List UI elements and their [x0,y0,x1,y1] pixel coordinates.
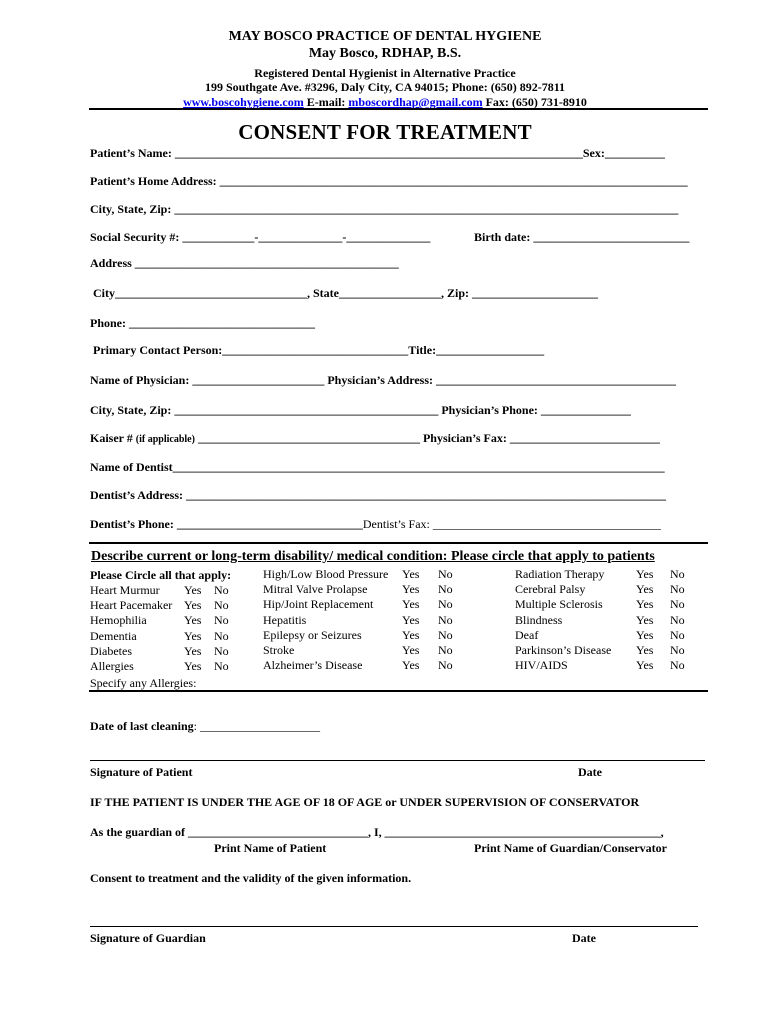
condition-row [90,629,238,644]
condition-name: Diabetes [90,643,132,658]
condition-name: Hip/Joint Replacement [263,597,374,612]
last-cleaning-line: : ____________________ [193,719,320,733]
condition-yes-option[interactable]: Yes [402,643,420,658]
condition-row [515,613,694,628]
practice-address: 199 Southgate Ave. #3296, Daly City, CA 94015; Phone: (650) 892-7811 [204,80,566,94]
condition-no-option[interactable]: No [670,658,685,673]
condition-yes-option[interactable]: Yes [184,583,202,598]
ssn-field[interactable]: Social Security #: ____________-______________-______________ [90,230,431,244]
condition-name: Hemophilia [90,613,147,628]
condition-name: Allergies [90,659,134,674]
condition-no-option[interactable]: No [438,597,453,612]
circle-instruction: Please Circle all that apply: [90,568,232,582]
condition-yes-option[interactable]: Yes [636,582,654,597]
phone-field[interactable]: Phone: _______________________________ [90,316,315,330]
condition-yes-option[interactable]: Yes [636,643,654,658]
condition-name: Epilepsy or Seizures [263,627,362,642]
condition-row [90,598,238,613]
section-bottom-border [89,690,708,692]
guardian-line[interactable]: As the guardian of ______________________________, I, ______________________________________________, [90,825,664,839]
condition-no-option[interactable]: No [214,659,229,674]
condition-no-option[interactable]: No [214,643,229,658]
condition-row [515,597,694,612]
address-field[interactable]: Address ____________________________________________ [90,256,399,270]
print-guardian-label: Print Name of Guardian/Conservator [474,841,667,855]
city-state-zip-line[interactable]: City________________________________, State_________________, Zip: _____________________ [93,286,598,300]
condition-no-option[interactable]: No [214,598,229,613]
conditions-col1 [90,583,238,674]
dentist-phone-fax[interactable] [90,517,661,532]
section-top-border [89,542,708,544]
patient-signature-label: Signature of Patient [90,765,193,779]
condition-yes-option[interactable]: Yes [636,627,654,642]
condition-name: Heart Pacemaker [90,598,173,613]
condition-no-option[interactable]: No [438,582,453,597]
condition-no-option[interactable]: No [670,597,685,612]
condition-no-option[interactable]: No [438,658,453,673]
condition-no-option[interactable]: No [438,627,453,642]
condition-row [263,567,462,582]
condition-yes-option[interactable]: Yes [402,612,420,627]
physician-name-field[interactable]: Name of Physician: ______________________ Physician’s Address: ________________________________________ [90,373,677,387]
practice-name: MAY BOSCO PRACTICE OF DENTAL HYGIENE [228,29,542,44]
home-address-field[interactable]: Patient’s Home Address: ______________________________________________________________________________ [90,174,688,188]
patient-name-field[interactable]: Patient’s Name: ____________________________________________________________________Sex:__________ [90,146,665,160]
print-patient-label: Print Name of Patient [214,841,327,855]
primary-contact-field[interactable]: Primary Contact Person:_______________________________Title:__________________ [93,343,545,357]
guardian-signature-line[interactable] [90,926,698,927]
condition-name: Heart Murmur [90,583,160,598]
last-cleaning-field[interactable] [90,719,320,734]
email-link[interactable]: mboscordhap@gmail.com [348,95,483,109]
condition-no-option[interactable]: No [214,583,229,598]
condition-name: Hepatitis [263,612,307,627]
condition-name: Deaf [515,627,539,642]
physician-city-field[interactable]: City, State, Zip: ____________________________________________ Physician’s Phone: _______________ [90,403,631,417]
website-link[interactable]: www.boscohygiene.com [183,95,304,109]
conditions-col2 [263,567,462,673]
under-age-notice: IF THE PATIENT IS UNDER THE AGE OF 18 OF AGE or UNDER SUPERVISION OF CONSERVATOR [90,795,640,809]
condition-name: Stroke [263,643,295,658]
patient-date-label: Date [578,765,602,779]
provider-credential: Registered Dental Hygienist in Alternative Practice [254,66,516,80]
condition-row [263,643,462,658]
condition-yes-option[interactable]: Yes [184,643,202,658]
condition-name: HIV/AIDS [515,658,568,673]
condition-yes-option[interactable]: Yes [184,659,202,674]
condition-yes-option[interactable]: Yes [402,582,420,597]
kaiser-rest: _____________________________________ Physician’s Fax: _________________________ [194,431,660,445]
guardian-signature-label: Signature of Guardian [90,931,206,945]
condition-name: Radiation Therapy [515,567,605,582]
condition-yes-option[interactable]: Yes [402,567,420,582]
condition-row [90,613,238,628]
condition-no-option[interactable]: No [438,567,453,582]
condition-yes-option[interactable]: Yes [636,612,654,627]
patient-signature-line[interactable] [90,760,705,761]
disability-heading: Describe current or long-term disability/ medical condition: Please circle that apply to patients [91,549,655,564]
condition-no-option[interactable]: No [670,582,685,597]
condition-yes-option[interactable]: Yes [184,613,202,628]
condition-yes-option[interactable]: Yes [402,658,420,673]
city-state-zip-field[interactable]: City, State, Zip: ____________________________________________________________________________________ [90,202,679,216]
dentist-address-field[interactable]: Dentist’s Address: ________________________________________________________________________________ [90,488,667,502]
dentist-phone-field[interactable]: Dentist’s Phone: _______________________________ [90,517,363,531]
dentist-fax-field[interactable]: Dentist’s Fax: ______________________________________ [362,517,661,531]
guardian-date-label: Date [572,931,596,945]
condition-yes-option[interactable]: Yes [636,658,654,673]
condition-row [515,628,694,643]
header-divider [89,108,708,110]
condition-row [90,644,238,659]
kaiser-label: Kaiser # [90,431,136,445]
kaiser-field[interactable] [90,431,660,446]
birth-date-field[interactable]: Birth date: __________________________ [474,230,690,244]
fax-number: Fax: (650) 731-8910 [485,95,587,109]
condition-row [515,582,694,597]
condition-no-option[interactable]: No [438,612,453,627]
dentist-name-field[interactable]: Name of Dentist__________________________________________________________________________________ [90,460,665,474]
condition-row [515,643,694,658]
condition-row [515,658,694,673]
condition-no-option[interactable]: No [438,643,453,658]
condition-no-option[interactable]: No [214,613,229,628]
condition-yes-option[interactable]: Yes [636,597,654,612]
consent-statement: Consent to treatment and the validity of the given information. [90,871,412,885]
provider-name: May Bosco, RDHAP, B.S. [308,46,462,61]
condition-name: Dementia [90,628,137,643]
condition-yes-option[interactable]: Yes [636,567,654,582]
condition-row [263,582,462,597]
condition-name: Alzheimer’s Disease [263,658,363,673]
condition-name: Multiple Sclerosis [515,597,603,612]
condition-row [263,597,462,612]
allergies-specify[interactable]: Specify any Allergies: [90,676,197,690]
condition-row [515,567,694,582]
condition-name: High/Low Blood Pressure [263,567,389,582]
condition-no-option[interactable]: No [670,643,685,658]
page-title: CONSENT FOR TREATMENT [238,120,532,144]
condition-no-option[interactable]: No [670,612,685,627]
condition-row [263,658,462,673]
kaiser-note: (if applicable) [135,434,195,445]
condition-no-option[interactable]: No [670,627,685,642]
condition-row [263,628,462,643]
condition-name: Mitral Valve Prolapse [263,582,368,597]
condition-yes-option[interactable]: Yes [184,628,202,643]
condition-no-option[interactable]: No [214,628,229,643]
last-cleaning-label: Date of last cleaning [90,719,194,733]
condition-row [90,583,238,598]
condition-row [263,613,462,628]
condition-name: Cerebral Palsy [515,582,586,597]
condition-yes-option[interactable]: Yes [402,627,420,642]
condition-no-option[interactable]: No [670,567,685,582]
condition-name: Blindness [515,612,563,627]
condition-yes-option[interactable]: Yes [402,597,420,612]
condition-yes-option[interactable]: Yes [184,598,202,613]
email-label: E-mail: [306,95,346,109]
condition-row [90,659,238,674]
conditions-col3 [515,567,694,673]
condition-name: Parkinson’s Disease [515,643,612,658]
